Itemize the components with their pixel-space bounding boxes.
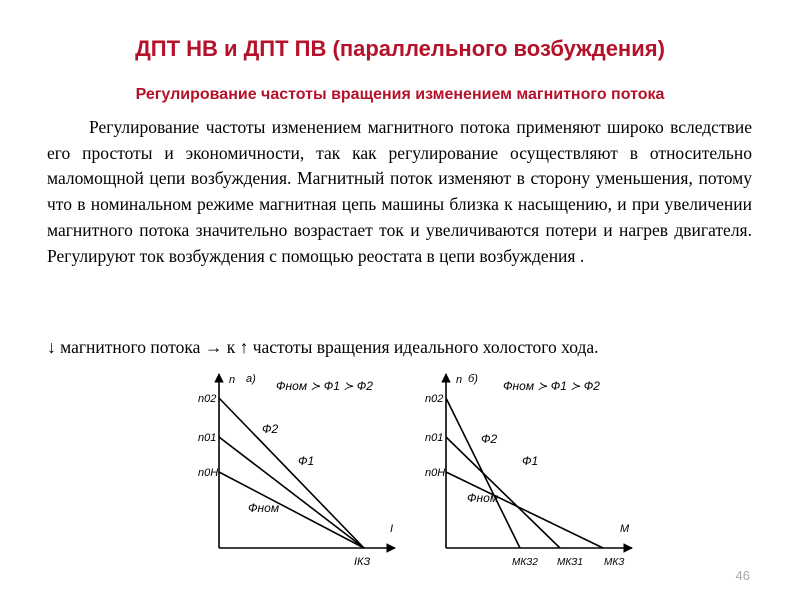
graph-a-y-label: n — [229, 374, 236, 386]
graph-b-tick-n02: n02 — [425, 393, 444, 405]
slide-subtitle: Регулирование частоты вращения изменением магнитного потока — [135, 86, 665, 103]
graph-a-line-f2 — [219, 398, 364, 548]
graph-b-line-fnom — [446, 472, 603, 548]
graph-a-curve-fnom-label: Фном — [248, 501, 280, 515]
page-number: 46 — [735, 568, 750, 583]
graph-a-line-f1 — [219, 437, 364, 548]
summary-line: ↓ магнитного потока → к ↑ частоты вращения идеального холостого хода. — [47, 337, 599, 357]
graph-b — [425, 373, 632, 568]
graph-a-line-fnom — [219, 472, 364, 548]
graph-b-relation: Фном ≻ Ф1 ≻ Ф2 — [503, 379, 600, 393]
body-paragraph: Регулирование частоты изменением магнитного потока применяют широко вследствие его простоты и экономичности, так как регулирование осуществляют в относительно маломощной цепи возбуждения. Магнитный поток изменяют в сторону уменьшения, потому что в номинальном режиме магнитная цепь машины близка к насыщению, и при увеличении магнитного потока значительно возрастает ток и увеличиваются потери и нагрев двигателя. Регулируют ток возбуждения с помощью реостата в цепи возбуждения . — [47, 117, 752, 266]
graph-a-x-label: I — [390, 523, 394, 535]
body-text — [47, 115, 752, 269]
speed-characteristics-figure — [0, 360, 800, 580]
graph-b-y-label: n — [456, 374, 463, 386]
graph-a-panel-label: а) — [246, 373, 256, 385]
graph-b-tick-mkz1: MКЗ1 — [557, 557, 583, 568]
graph-b-x-label: M — [620, 523, 630, 535]
graph-a-tick-n0h: n0H — [198, 467, 219, 479]
graph-a-relation: Фном ≻ Ф1 ≻ Ф2 — [276, 379, 373, 393]
graph-b-tick-n0h: n0H — [425, 467, 446, 479]
graph-a-tick-n01: n01 — [198, 432, 217, 444]
slide-title: ДПТ НВ и ДПТ ПВ (параллельного возбуждения) — [135, 36, 665, 61]
graph-a-curve-f1-label: Ф1 — [298, 454, 315, 468]
graph-a-tick-n02: n02 — [198, 393, 217, 405]
graph-b-tick-n01: n01 — [425, 432, 444, 444]
graph-b-tick-mkz: MКЗ — [604, 557, 625, 568]
graph-b-line-f1 — [446, 437, 560, 548]
graph-b-tick-mkz2: MКЗ2 — [512, 557, 538, 568]
graph-a-tick-ikz: IКЗ — [354, 556, 371, 568]
characteristics-svg — [0, 360, 800, 580]
graph-b-panel-label: б) — [468, 373, 478, 385]
graph-b-curve-f2-label: Ф2 — [481, 432, 498, 446]
graph-b-curve-f1-label: Ф1 — [522, 454, 539, 468]
graph-b-curve-fnom-label: Фном — [467, 491, 499, 505]
graph-a-curve-f2-label: Ф2 — [262, 422, 279, 436]
graph-a — [198, 373, 395, 568]
